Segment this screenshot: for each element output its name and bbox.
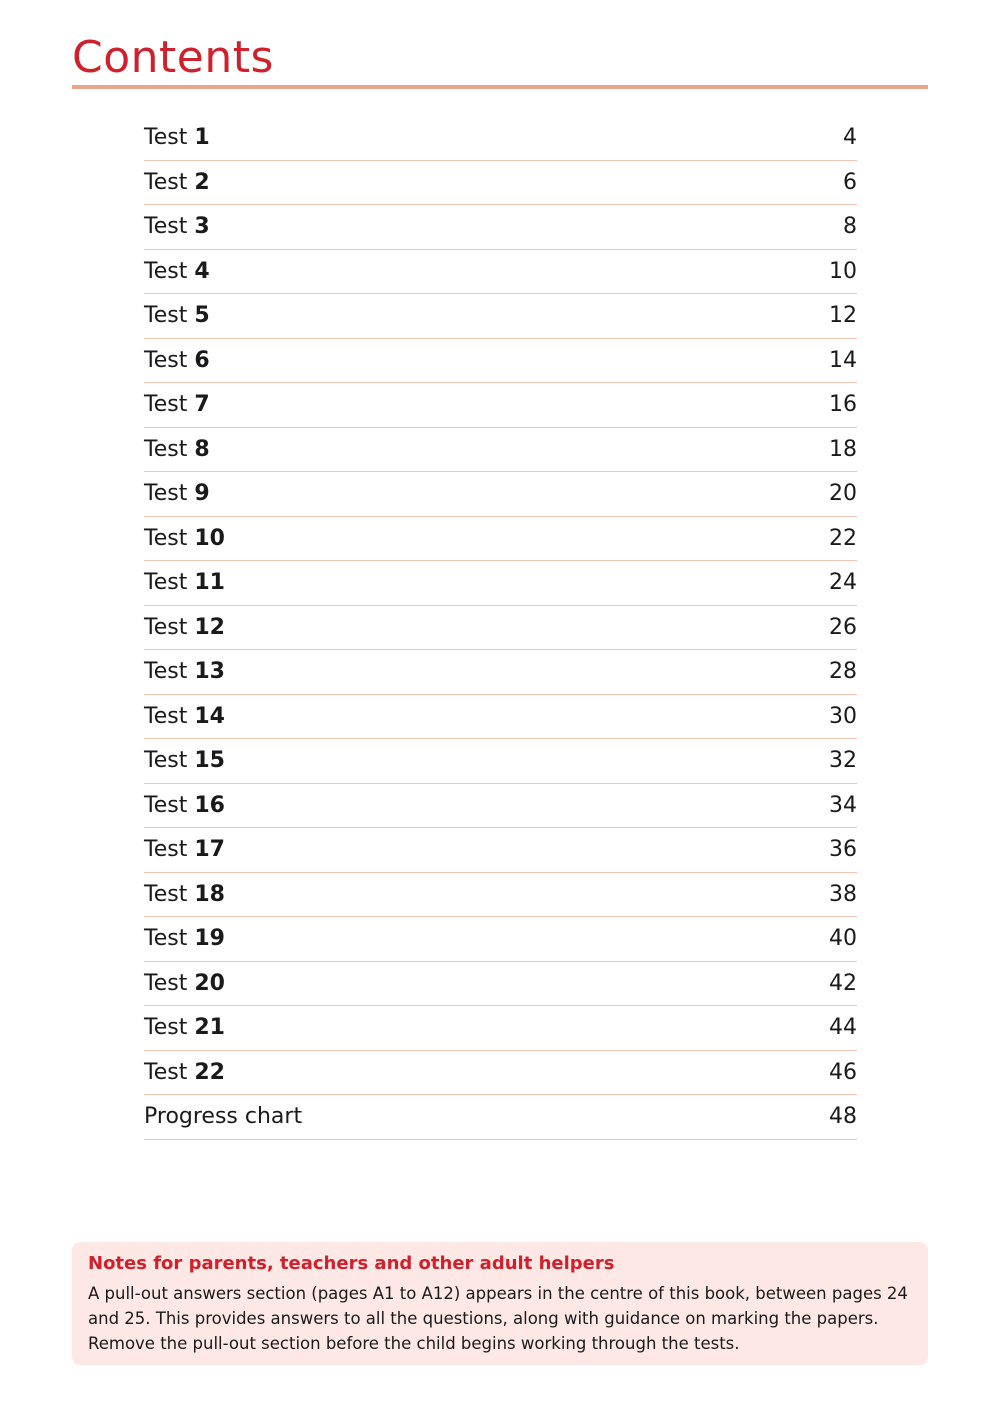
contents-entry-title: Test xyxy=(144,926,195,952)
contents-row[interactable] xyxy=(144,784,857,829)
contents-entry-number: 17 xyxy=(194,837,225,863)
contents-entry-number: 20 xyxy=(194,970,225,996)
contents-entry-number: 18 xyxy=(194,881,225,907)
contents-entry-number: 16 xyxy=(194,792,225,818)
contents-row[interactable] xyxy=(144,294,857,339)
contents-entry-label xyxy=(144,748,225,773)
contents-page-number: 6 xyxy=(843,169,857,195)
contents-entry-title: Test xyxy=(144,881,195,907)
contents-page-number: 44 xyxy=(829,1015,857,1041)
title-divider xyxy=(72,85,928,89)
contents-page-number: 34 xyxy=(829,792,857,818)
contents-row[interactable] xyxy=(144,739,857,784)
contents-entry-label xyxy=(144,926,225,951)
contents-page-number: 14 xyxy=(829,347,857,373)
contents-entry-number: 5 xyxy=(194,303,210,329)
contents-row[interactable] xyxy=(144,873,857,918)
contents-page-number: 10 xyxy=(829,258,857,284)
contents-page-number: 4 xyxy=(843,125,857,151)
contents-entry-number: 10 xyxy=(194,525,225,551)
contents-entry-number: 12 xyxy=(194,614,225,640)
contents-page-number: 40 xyxy=(829,926,857,952)
contents-entry-number: 1 xyxy=(194,125,210,151)
contents-entry-title: Test xyxy=(144,392,195,418)
contents-entry-title: Test xyxy=(144,614,195,640)
contents-row[interactable] xyxy=(144,917,857,962)
contents-entry-label xyxy=(144,526,225,551)
contents-entry-title: Test xyxy=(144,1059,195,1085)
contents-entry-label xyxy=(144,259,210,284)
contents-entry-label xyxy=(144,704,225,729)
contents-entry-title: Test xyxy=(144,659,195,685)
contents-page-number: 36 xyxy=(829,837,857,863)
contents-entry-title: Test xyxy=(144,125,195,151)
contents-entry-title: Test xyxy=(144,970,195,996)
contents-page-number: 26 xyxy=(829,614,857,640)
contents-entry-title: Test xyxy=(144,748,195,774)
contents-row[interactable] xyxy=(144,472,857,517)
contents-entry-title: Test xyxy=(144,169,195,195)
contents-entry-title: Test xyxy=(144,837,195,863)
contents-entry-label xyxy=(144,481,210,506)
contents-page-number: 46 xyxy=(829,1059,857,1085)
contents-entry-label xyxy=(144,348,210,373)
contents-entry-label xyxy=(144,1015,225,1040)
contents-row[interactable] xyxy=(144,650,857,695)
contents-entry-title: Test xyxy=(144,436,195,462)
contents-row[interactable] xyxy=(144,205,857,250)
notes-box xyxy=(72,1242,928,1365)
contents-entry-number: 8 xyxy=(194,436,210,462)
contents-entry-number: 19 xyxy=(194,926,225,952)
page-title: Contents xyxy=(72,32,274,83)
contents-page-number: 20 xyxy=(829,481,857,507)
contents-entry-title: Progress chart xyxy=(144,1104,303,1130)
contents-entry-title: Test xyxy=(144,214,195,240)
contents-row[interactable] xyxy=(144,517,857,562)
contents-page-number: 28 xyxy=(829,659,857,685)
contents-entry-number: 14 xyxy=(194,703,225,729)
contents-entry-number: 9 xyxy=(194,481,210,507)
contents-entry-title: Test xyxy=(144,347,195,373)
contents-entry-title: Test xyxy=(144,525,195,551)
contents-entry-title: Test xyxy=(144,258,195,284)
contents-entry-label xyxy=(144,1104,302,1129)
contents-entry-title: Test xyxy=(144,570,195,596)
contents-entry-label xyxy=(144,170,210,195)
contents-entry-label xyxy=(144,392,210,417)
contents-row[interactable] xyxy=(144,339,857,384)
contents-entry-number: 13 xyxy=(194,659,225,685)
contents-page-number: 24 xyxy=(829,570,857,596)
contents-entry-label xyxy=(144,437,210,462)
contents-entry-label xyxy=(144,837,225,862)
contents-entry-number: 3 xyxy=(194,214,210,240)
contents-row[interactable] xyxy=(144,428,857,473)
contents-row[interactable] xyxy=(144,250,857,295)
contents-row[interactable] xyxy=(144,695,857,740)
contents-entry-label xyxy=(144,214,210,239)
contents-row[interactable] xyxy=(144,962,857,1007)
contents-entry-number: 15 xyxy=(194,748,225,774)
contents-row[interactable] xyxy=(144,1095,857,1140)
contents-entry-title: Test xyxy=(144,481,195,507)
contents-entry-label xyxy=(144,615,225,640)
contents-page-number: 48 xyxy=(829,1104,857,1130)
contents-page-number: 12 xyxy=(829,303,857,329)
contents-entry-label xyxy=(144,303,210,328)
contents-row[interactable] xyxy=(144,828,857,873)
contents-row[interactable] xyxy=(144,1051,857,1096)
notes-body: A pull-out answers section (pages A1 to A12) appears in the centre of this book, between pages 24 and 25. This provides answers to all the questions, along with guidance on marking the papers. Remove the pull-out section before the child begins working through the tests. xyxy=(88,1284,908,1353)
contents-row[interactable] xyxy=(144,383,857,428)
contents-entry-label xyxy=(144,659,225,684)
contents-entry-title: Test xyxy=(144,1015,195,1041)
contents-entry-label xyxy=(144,1060,225,1085)
contents-entry-number: 7 xyxy=(194,392,210,418)
contents-page-number: 18 xyxy=(829,436,857,462)
contents-row[interactable] xyxy=(144,161,857,206)
contents-entry-number: 22 xyxy=(194,1059,225,1085)
contents-list xyxy=(144,116,857,1140)
contents-page-number: 38 xyxy=(829,881,857,907)
contents-page-number: 22 xyxy=(829,525,857,551)
contents-page-number: 8 xyxy=(843,214,857,240)
contents-entry-label xyxy=(144,793,225,818)
contents-page-number: 16 xyxy=(829,392,857,418)
contents-entry-label xyxy=(144,570,225,595)
contents-entry-number: 11 xyxy=(194,570,225,596)
contents-entry-label xyxy=(144,125,210,150)
contents-entry-label xyxy=(144,882,225,907)
contents-row[interactable] xyxy=(144,1006,857,1051)
contents-row[interactable] xyxy=(144,116,857,161)
contents-entry-number: 2 xyxy=(194,169,210,195)
contents-entry-title: Test xyxy=(144,303,195,329)
contents-page-number: 32 xyxy=(829,748,857,774)
contents-entry-number: 21 xyxy=(194,1015,225,1041)
contents-entry-number: 6 xyxy=(194,347,210,373)
contents-entry-number: 4 xyxy=(194,258,210,284)
contents-page-number: 30 xyxy=(829,703,857,729)
contents-page-number: 42 xyxy=(829,970,857,996)
notes-heading: Notes for parents, teachers and other adult helpers xyxy=(88,1253,615,1274)
contents-entry-title: Test xyxy=(144,703,195,729)
contents-row[interactable] xyxy=(144,561,857,606)
contents-entry-title: Test xyxy=(144,792,195,818)
contents-entry-label xyxy=(144,971,225,996)
contents-row[interactable] xyxy=(144,606,857,651)
